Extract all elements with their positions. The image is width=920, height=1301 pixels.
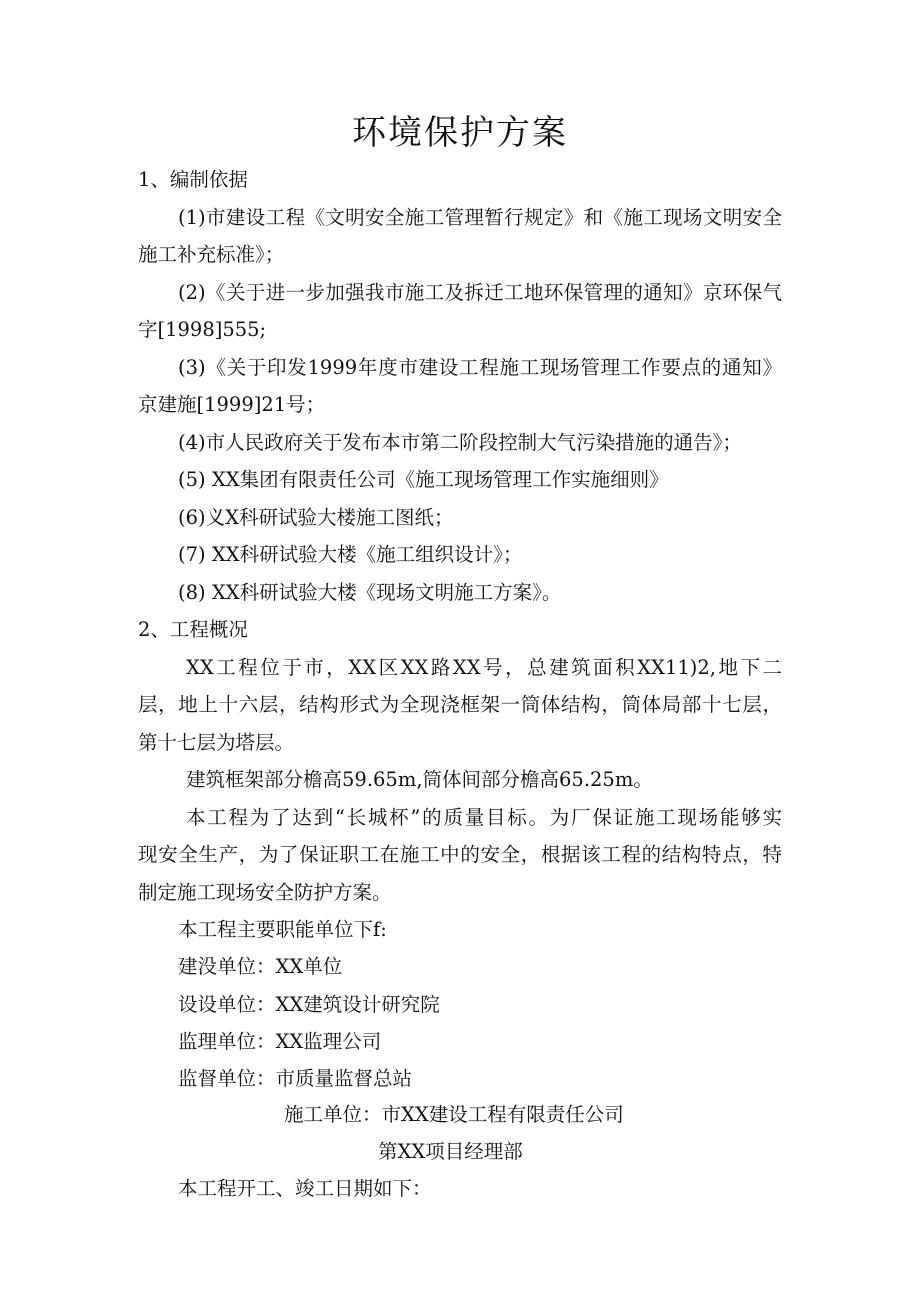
section-heading-basis: 1、编制依据 [138,168,248,191]
overview-para-3-line-1: 本工程为了达到“长城杯”的质量目标。为厂保证施工现场能够实 [186,806,782,829]
overview-para-3-line-2: 现安全生产，为了保证职工在施工中的安全，根据该工程的结构特点，特 [138,843,782,866]
basis-item-6: (6)义X科研试验大楼施工图纸； [178,506,454,529]
basis-item-5: (5) XX集团有限责任公司《施工现场管理工作实施细则》 [178,468,669,491]
overview-para-1-line-2: 层，地上十六层，结构形式为全现浇框架一筒体结构，筒体局部十七层， [138,693,782,716]
overview-para-2: 建筑框架部分檐高59.65m,筒体间部分檐高65.25m。 [186,768,653,791]
unit-construction-owner: 建没单位：XX单位 [178,955,343,978]
overview-para-3-line-3: 制定施工现场安全防护方案。 [138,881,392,904]
dates-intro: 本工程开工、竣工日期如下： [178,1177,432,1200]
basis-item-1-line-2: 施工补充标准》； [138,243,285,266]
unit-supervisor: 监理单位：XX监理公司 [178,1030,382,1053]
unit-contractor: 施工单位：市XX建设工程有限责任公司 [284,1103,624,1126]
basis-item-7: (7) XX科研试验大楼《施工组织设计》； [178,543,523,566]
unit-designer: 设设单位：XX建筑设计研究院 [178,993,440,1016]
section-heading-overview: 2、工程概况 [138,618,248,641]
basis-item-4: (4)市人民政府关于发布本市第二阶段控制大气污染措施的通告》； [178,431,742,454]
basis-item-3-line-2: 京建施[1999]21号； [138,393,326,416]
basis-item-1-line-1: (1)市建设工程《文明安全施工管理暂行规定》和《施工现场文明安全 [178,206,782,229]
basis-item-2-line-2: 字[1998]555; [138,318,267,341]
units-intro: 本工程主要职能单位下f: [178,918,387,941]
basis-item-8: (8) XX科研试验大楼《现场文明施工方案》。 [178,581,562,604]
overview-para-1-line-3: 第十七层为塔层。 [138,731,295,754]
basis-item-3-line-1: (3)《关于印发1999年度市建设工程施工现场管理工作要点的通知》 [178,356,782,379]
unit-quality-monitor: 监督单位：市质量监督总站 [178,1067,413,1090]
basis-item-2-line-1: (2)《关于进一步加强我市施工及拆迁工地环保管理的通知》京环保气 [178,281,782,304]
unit-contractor-dept: 第XX项目经理部 [378,1140,523,1163]
overview-para-1-line-1: XX工程位于市，XX区XX路XX号，总建筑面积XX11)2,地下二 [186,656,782,679]
document-title: 环境保护方案 [352,113,568,153]
